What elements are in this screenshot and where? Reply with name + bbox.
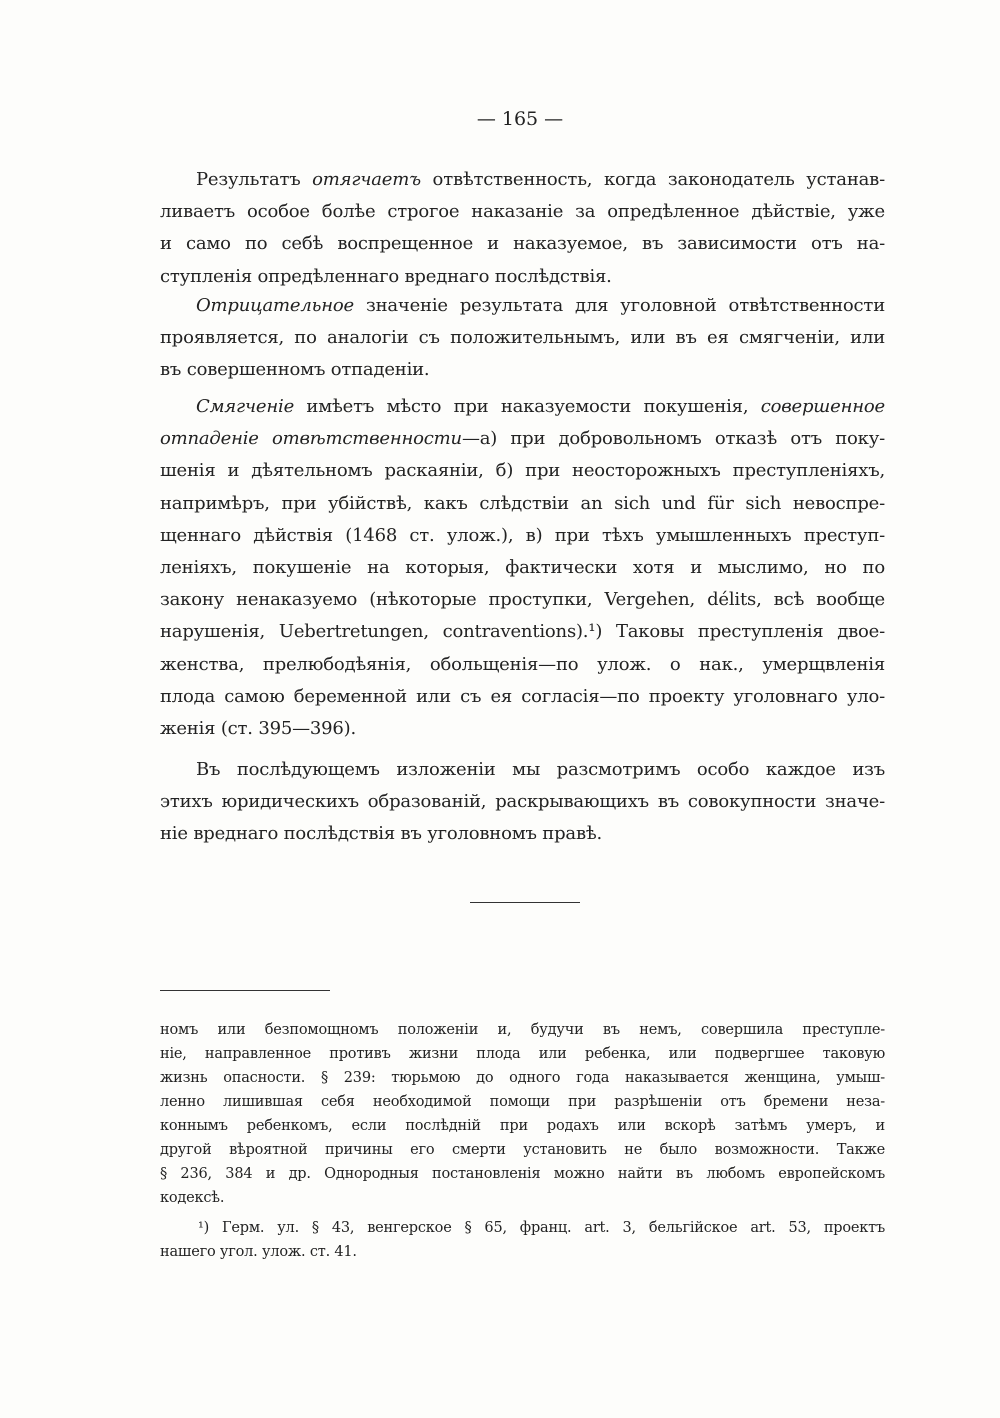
text-run: въ совершенномъ отпаденіи. xyxy=(160,359,430,381)
italic-text: Смягченіе xyxy=(196,396,295,417)
italic-text: Отрицательное xyxy=(196,295,354,316)
text-run: отвѣтственность, когда законодатель устанав- xyxy=(420,169,885,190)
text-line xyxy=(160,524,885,548)
text-line xyxy=(196,395,885,419)
footnote-line: ленно лишившая себя необходимой помощи при разрѣшеніи отъ бремени неза- xyxy=(160,1094,885,1110)
text-line xyxy=(160,790,885,814)
text-run: леніяхъ, покушеніе на которыя, фактически хотя и мыслимо, но по xyxy=(160,557,885,578)
text-line xyxy=(160,717,885,741)
text-run: проявляется, по аналогіи съ положительнымъ, или въ ея смягченіи, или xyxy=(160,327,885,349)
footnote-line: номъ или безпомощномъ положеніи и, будучи въ немъ, совершила преступле- xyxy=(160,1022,885,1038)
text-run: напримѣръ, при убійствѣ, какъ слѣдствіи an sich und für sich невоспре- xyxy=(160,492,885,514)
text-line xyxy=(160,427,885,451)
footnote-line: жизнь опасности. § 239: тюрьмою до одного года наказывается женщина, умыш- xyxy=(160,1070,885,1086)
text-line xyxy=(160,459,885,483)
text-run: щеннаго дѣйствія (1468 ст. улож.), в) при тѣхъ умышленныхъ преступ- xyxy=(160,524,885,546)
text-line xyxy=(196,294,885,318)
text-run: женства, прелюбодѣянія, обольщенія—по улож. о нак., умерщвленія xyxy=(160,653,885,675)
footnote-line: § 236, 384 и др. Однородныя постановленія можно найти въ любомъ европейскомъ xyxy=(160,1166,885,1182)
text-line xyxy=(160,492,885,516)
text-run: Въ послѣдующемъ изложеніи мы разсмотримъ особо каждое изъ xyxy=(196,759,885,780)
text-line xyxy=(160,588,885,612)
footnote-line: нашего угол. улож. ст. 41. xyxy=(160,1244,357,1260)
text-line xyxy=(160,232,885,256)
italic-text: отпаденіе отвѣтственности xyxy=(160,428,462,450)
footnote-line: другой вѣроятной причины его смерти установить не было возможности. Также xyxy=(160,1142,885,1158)
text-line xyxy=(160,358,885,382)
text-line xyxy=(160,200,885,224)
text-run: значеніе результата для уголовной отвѣтственности xyxy=(353,295,885,316)
text-run: имѣетъ мѣсто при наказуемости покушенія, xyxy=(294,396,761,417)
page-number: — 165 — xyxy=(476,108,564,130)
text-run: плода самою беременной или съ ея согласія—по проекту уголовнаго уло- xyxy=(160,685,885,707)
text-line xyxy=(160,326,885,350)
text-line xyxy=(196,168,885,192)
text-line xyxy=(160,685,885,709)
text-run: ступленія опредѣленнаго вреднаго послѣдствія. xyxy=(160,265,612,287)
italic-text: отягчаетъ xyxy=(312,169,421,190)
text-line xyxy=(196,758,885,782)
footnote-rule xyxy=(160,990,330,991)
text-run: Результатъ xyxy=(196,169,313,190)
footnote-line: ¹) Герм. ул. § 43, венгерское § 65, франц. art. 3, бельгійское art. 53, проектъ xyxy=(198,1220,885,1236)
section-separator xyxy=(470,902,580,903)
text-run: и само по себѣ воспрещенное и наказуемое, въ зависимости отъ на- xyxy=(160,233,885,255)
footnote-line: кодексѣ. xyxy=(160,1190,225,1206)
text-line xyxy=(160,822,885,846)
text-run: нарушенія, Uebertretungen, contraventions).¹) Таковы преступленія двое- xyxy=(160,621,885,643)
italic-text: совершенное xyxy=(760,396,885,417)
text-line xyxy=(160,556,885,580)
text-run: женія (ст. 395—396). xyxy=(160,718,357,739)
footnote-line: коннымъ ребенкомъ, если послѣдній при родахъ или вскорѣ затѣмъ умеръ, и xyxy=(160,1118,885,1134)
text-run: ніе вреднаго послѣдствія въ уголовномъ правѣ. xyxy=(160,823,603,845)
footnote-line: ніе, направленное противъ жизни плода или ребенка, или подвергшее таковую xyxy=(160,1046,885,1062)
text-run: этихъ юридическихъ образованій, раскрывающихъ въ совокупности значе- xyxy=(160,791,885,813)
text-run: ливаетъ особое болѣе строгое наказаніе за опредѣленное дѣйствіе, уже xyxy=(160,201,885,223)
text-run: шенія и дѣятельномъ раскаяніи, б) при неосторожныхъ преступленіяхъ, xyxy=(160,460,885,482)
text-run: —а) при добровольномъ отказѣ отъ поку- xyxy=(461,428,886,450)
text-run: закону ненаказуемо (нѣкоторые проступки, Vergehen, délits, всѣ вообще xyxy=(160,589,885,611)
text-line xyxy=(160,265,885,289)
text-line xyxy=(160,620,885,644)
text-line xyxy=(160,653,885,677)
